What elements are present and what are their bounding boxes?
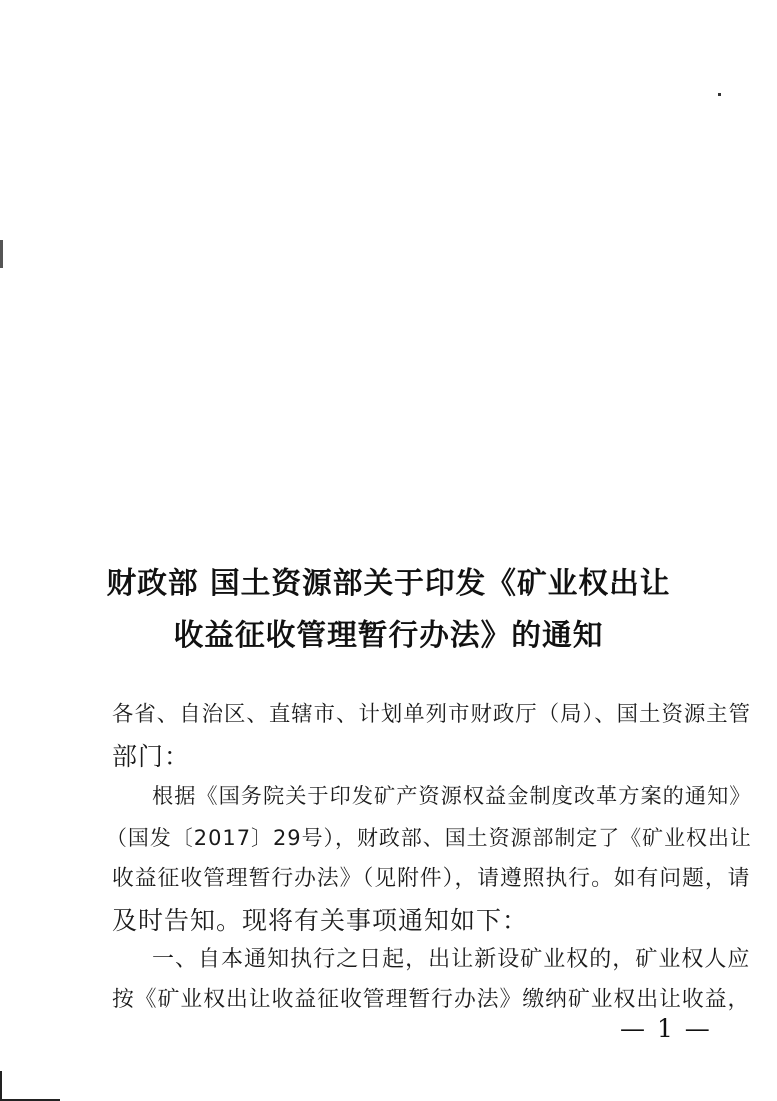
- paragraph-1-line-1: 根据《国务院关于印发矿产资源权益金制度改革方案的通知》: [152, 784, 752, 809]
- paragraph-1-line-2: （国发〔2017〕29号），财政部、国土资源部制定了《矿业权出让: [106, 826, 752, 850]
- addressee-line-1: 各省、自治区、直辖市、计划单列市财政厅（局）、国土资源主管: [112, 702, 752, 727]
- addressee-line-2: 部门：: [112, 742, 191, 771]
- page-number: — 1 —: [620, 1014, 712, 1043]
- paragraph-2-line-1: 一、自本通知执行之日起，出让新设矿业权的，矿业权人应: [152, 947, 751, 972]
- paragraph-1-line-3: 收益征收管理暂行办法》（见附件），请遵照执行。如有问题，请: [112, 866, 751, 891]
- scan-edge-mark: [0, 240, 3, 268]
- paragraph-2-line-2: 按《矿业权出让收益征收管理暂行办法》缴纳矿业权出让收益，: [112, 987, 751, 1012]
- scan-corner-mark: [0, 1071, 60, 1101]
- paragraph-1-line-4: 及时告知。现将有关事项通知如下：: [112, 906, 529, 935]
- document-title-line-1: 财政部 国土资源部关于印发《矿业权出让: [106, 566, 671, 601]
- scan-speck: [718, 93, 721, 96]
- document-title-line-2: 收益征收管理暂行办法》的通知: [173, 618, 604, 653]
